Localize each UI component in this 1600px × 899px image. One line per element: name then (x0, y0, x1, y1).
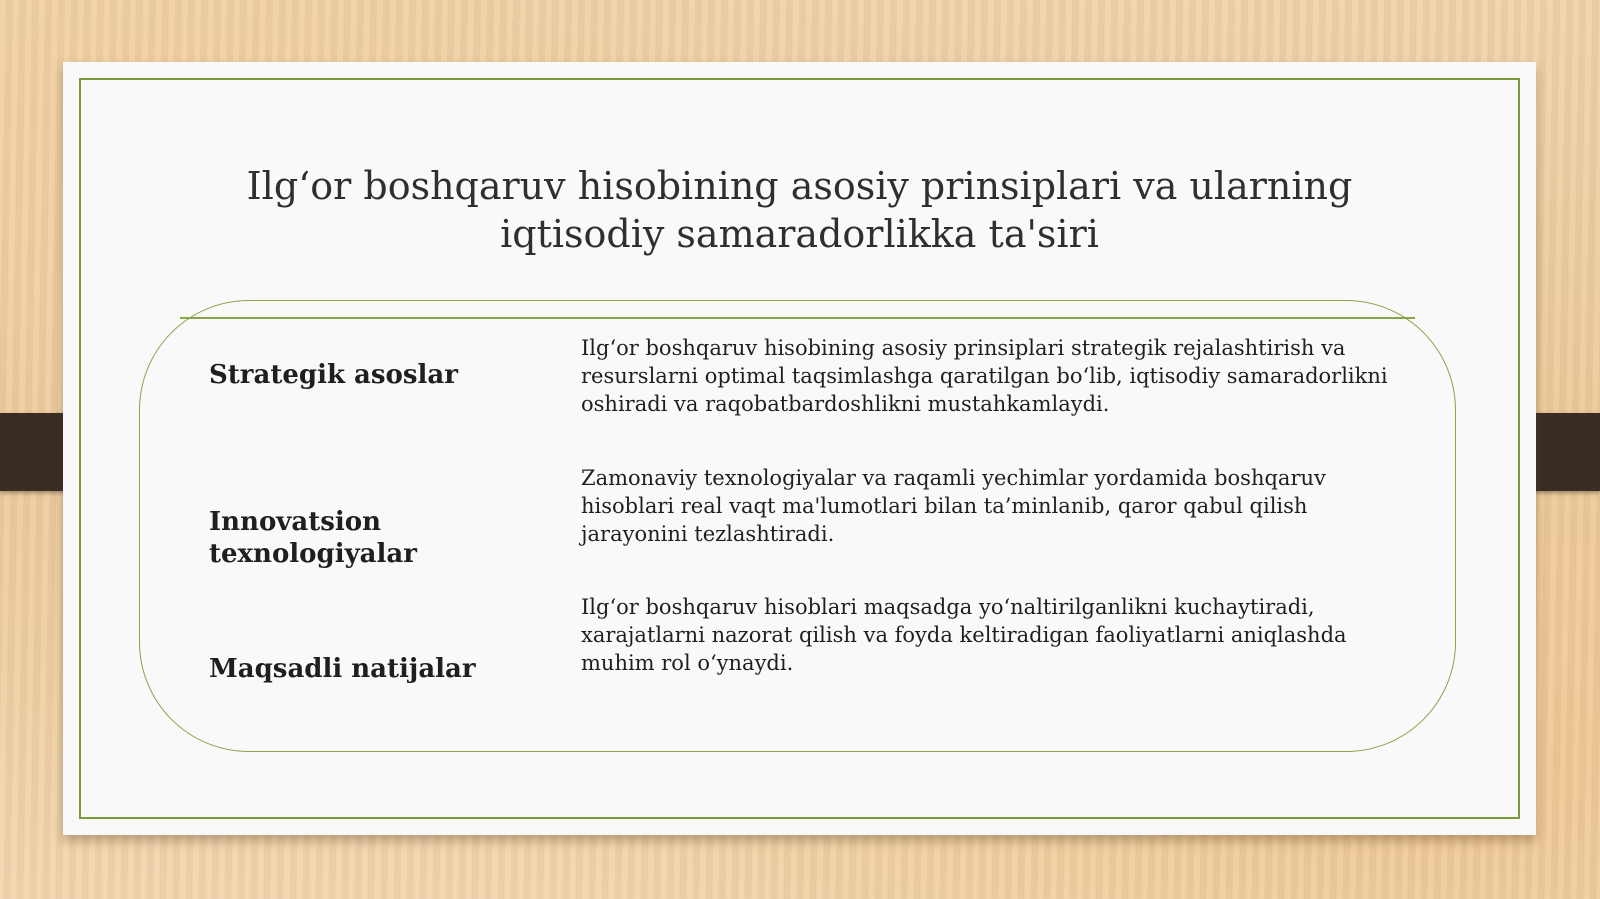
description-maqsadli-natijalar: Ilg‘or boshqaruv hisoblari maqsadga yo‘naltirilganlikni kuchaytiradi, xarajatlarni nazorat qilish va foyda keltiradigan faoliyatlarni aniqlashda muhim rol o‘ynaydi. (581, 595, 1347, 675)
slide-title: Ilg‘or boshqaruv hisobining asosiy prinsiplari va ularning iqtisodiy samaradorlikka ta'siri (246, 164, 1353, 256)
term-innovatsion-texnologiyalar: Innovatsion texnologiyalar (209, 507, 417, 569)
term-strategik-asoslar: Strategik asoslar (209, 360, 458, 390)
description-innovatsion-texnologiyalar: Zamonaviy texnologiyalar va raqamli yechimlar yordamida boshqaruv hisoblari real vaqt ma'lumotlari bilan ta’minlanib, qaror qabul qilish jarayonini tezlashtiradi. (581, 466, 1326, 546)
slide-paper (63, 62, 1536, 835)
description-strategik-asoslar: Ilg‘or boshqaruv hisobining asosiy prinsiplari strategik rejalashtirish va resurslarni optimal taqsimlashga qaratilgan bo‘lib, iqtisodiy samaradorlikni oshiradi va raqobatbardoshlikni mustahkamlaydi. (581, 336, 1388, 416)
panel-top-rule (180, 317, 1415, 319)
term-maqsadli-natijalar: Maqsadli natijalar (209, 654, 476, 684)
